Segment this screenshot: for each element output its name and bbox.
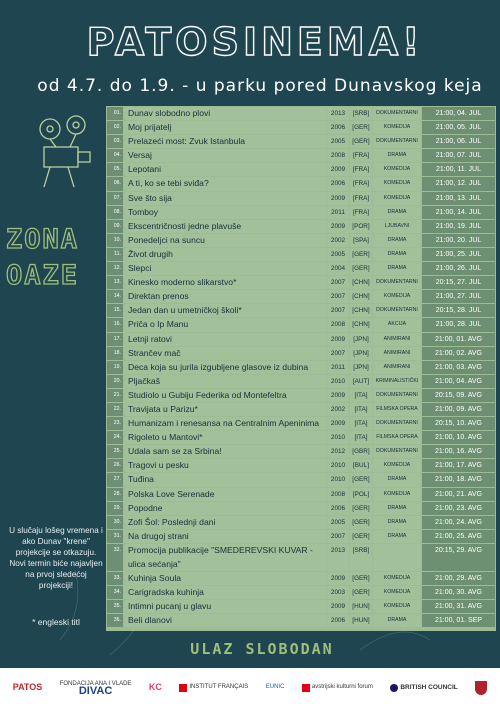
film-row (107, 403, 496, 416)
film-title: Travijata u Parizu* (124, 403, 326, 416)
film-title: Deca koja su jurila izgubljene glasove iz dubina (124, 361, 326, 374)
film-genre: DRAMA (373, 234, 421, 247)
film-row (107, 389, 496, 402)
oaze-text: OAZE (6, 260, 80, 291)
film-number: 07. (107, 192, 123, 205)
film-year: 2012 (327, 445, 349, 458)
film-country: [CHN] (350, 276, 372, 289)
film-title: Letnji ratovi (124, 333, 326, 346)
film-country: [CHN] (350, 318, 372, 331)
film-number: 22. (107, 403, 123, 416)
film-genre: DOKUMENTARNI (373, 135, 421, 148)
film-title: Versaj (124, 149, 326, 162)
film-year: 2013 (327, 107, 349, 120)
film-row (107, 431, 496, 444)
film-year: 2006 (327, 121, 349, 134)
film-year: 2009 (327, 600, 349, 613)
institut-logo-text: INSTITUT FRANÇAIS (189, 684, 249, 690)
british-logo-text: BRITISH COUNCIL (400, 684, 458, 691)
film-genre: DOKUMENTARNI (373, 107, 421, 120)
sponsor-logos-footer (0, 668, 500, 707)
film-row (107, 121, 496, 134)
film-year: 2011 (327, 206, 349, 219)
eunic-logo (266, 684, 285, 691)
film-country: [AUT] (350, 375, 372, 388)
film-year: 2010 (327, 375, 349, 388)
film-title: Tragovi u pesku (124, 459, 326, 472)
film-genre: ANIMIRANI (373, 333, 421, 346)
austrian-logo-mark (302, 684, 310, 692)
film-number: 28. (107, 488, 123, 501)
film-row (107, 572, 496, 585)
film-year: 2006 (327, 502, 349, 515)
eunic-logo-text: EUNIC (265, 684, 285, 690)
film-country: [JPN] (350, 347, 372, 360)
film-title: Rigoleto u Mantovi* (124, 431, 326, 444)
film-country: [FRA] (350, 206, 372, 219)
film-date: 20:15, 28. JUL (422, 304, 495, 317)
film-year: 2008 (327, 149, 349, 162)
film-date: 21:00, 28. JUL (422, 318, 495, 331)
film-date: 21:00, 03. AVG (422, 361, 495, 374)
film-schedule-table (106, 106, 496, 631)
film-date: 21:00, 07. JUL (422, 149, 495, 162)
film-genre: LJUBAVNI (373, 220, 421, 233)
film-row (107, 149, 496, 162)
film-row (107, 192, 496, 205)
film-country: [GBR] (350, 445, 372, 458)
film-year: 2002 (327, 234, 349, 247)
film-title: Sve što sija (124, 192, 326, 205)
film-country: [GER] (350, 248, 372, 261)
coat-of-arms-icon (475, 681, 487, 695)
film-date: 21:00, 30. AVG (422, 586, 495, 599)
film-genre: KOMEDIJA (373, 121, 421, 134)
film-row (107, 473, 496, 486)
film-number: 33. (107, 572, 123, 585)
film-title: Strančev mač (124, 347, 326, 360)
film-date: 21:00, 09. AVG (422, 403, 495, 416)
film-number: 24. (107, 431, 123, 444)
film-genre: KOMEDIJA (373, 572, 421, 585)
film-row (107, 318, 496, 331)
film-title: Pljačkaš (124, 375, 326, 388)
film-country: [SRB] (350, 544, 372, 571)
film-row (107, 248, 496, 261)
institut-logo-mark (179, 684, 187, 692)
zona-text: ZONA (6, 224, 80, 255)
film-year: 2008 (327, 488, 349, 501)
film-title: Tuđina (124, 473, 326, 486)
divac-logo-text: DIVAC (78, 684, 113, 697)
film-number: 29. (107, 502, 123, 515)
british-council-logo (390, 684, 457, 692)
film-genre: ANIMIRANI (373, 361, 421, 374)
film-country: [JPN] (350, 361, 372, 374)
film-row (107, 361, 496, 374)
film-year: 2009 (327, 417, 349, 430)
film-row (107, 544, 496, 571)
film-country: [GER] (350, 572, 372, 585)
film-country: [JPN] (350, 333, 372, 346)
austrian-forum-logo (302, 684, 373, 692)
film-title: Lepotani (124, 163, 326, 176)
film-country: [POR] (350, 220, 372, 233)
film-genre: FILMSKA OPERA (373, 403, 421, 416)
film-year: 2005 (327, 248, 349, 261)
film-country: [GER] (350, 530, 372, 543)
british-logo-mark (390, 684, 398, 692)
film-number: 09. (107, 220, 123, 233)
film-date: 21:00, 29. AVG (422, 572, 495, 585)
film-country: [SPA] (350, 234, 372, 247)
film-title: Život drugih (124, 248, 326, 261)
film-number: 03. (107, 135, 123, 148)
film-country: [ITA] (350, 417, 372, 430)
film-number: 17. (107, 333, 123, 346)
film-date: 21:00, 24. AVG (422, 516, 495, 529)
film-date: 21:00, 13. JUL (422, 192, 495, 205)
film-year: 2007 (327, 276, 349, 289)
film-genre: KOMEDIJA (373, 163, 421, 176)
film-number: 31. (107, 530, 123, 543)
film-title: Ponedeljci na suncu (124, 234, 326, 247)
film-date: 21:00, 14. JUL (422, 206, 495, 219)
film-number: 02. (107, 121, 123, 134)
film-title: Humanizam i renesansa na Centralnim Apeninima (124, 417, 326, 430)
film-row (107, 177, 496, 190)
film-date: 21:00, 27. JUL (422, 290, 495, 303)
film-number: 18. (107, 347, 123, 360)
film-number: 35. (107, 600, 123, 613)
film-country: [CHN] (350, 304, 372, 317)
film-row (107, 107, 496, 120)
film-title: Carigradska kuhinja (124, 586, 326, 599)
film-date: 21:00, 25. AVG (422, 530, 495, 543)
film-row (107, 516, 496, 529)
film-row (107, 488, 496, 501)
film-title: Popodne (124, 502, 326, 515)
film-date: 21:00, 18. AVG (422, 473, 495, 486)
film-country: [HUN] (350, 600, 372, 613)
film-year: 2007 (327, 304, 349, 317)
film-title: Intimni pucanj u glavu (124, 600, 326, 613)
film-title: Tomboy (124, 206, 326, 219)
film-genre: KOMEDIJA (373, 459, 421, 472)
film-title: Kinesko moderno slikarstvo* (124, 276, 326, 289)
film-title: Dunav slobodno plovi (124, 107, 326, 120)
film-row (107, 530, 496, 543)
film-date: 21:00, 06. JUL (422, 135, 495, 148)
film-number: 12. (107, 262, 123, 275)
film-date: 20:15, 09. AVG (422, 389, 495, 402)
film-date: 21:00, 11. JUL (422, 163, 495, 176)
film-genre: KOMEDIJA (373, 177, 421, 190)
film-year: 2007 (327, 347, 349, 360)
kc-logo (149, 684, 162, 691)
film-title: Slepci (124, 262, 326, 275)
film-number: 11. (107, 248, 123, 261)
film-number: 26. (107, 459, 123, 472)
film-title: Zofi Šol: Poslednji dani (124, 516, 326, 529)
film-genre: DOKUMENTARNI (373, 389, 421, 402)
film-title: Polska Love Serenade (124, 488, 326, 501)
film-row (107, 459, 496, 472)
film-title: Jedan dan u umetničkoj školi* (124, 304, 326, 317)
film-number: 01. (107, 107, 123, 120)
film-number: 05. (107, 163, 123, 176)
film-genre: DRAMA (373, 473, 421, 486)
film-row (107, 220, 496, 233)
film-title: Udala sam se za Srbina! (124, 445, 326, 458)
film-country: [GER] (350, 502, 372, 515)
film-country: [GER] (350, 135, 372, 148)
film-country: [ITA] (350, 431, 372, 444)
film-date: 21:00, 21. AVG (422, 488, 495, 501)
film-genre: DRAMA (373, 149, 421, 162)
film-country: [CHN] (350, 290, 372, 303)
film-year: 2009 (327, 192, 349, 205)
film-year: 2007 (327, 530, 349, 543)
film-number: 14. (107, 290, 123, 303)
film-year: 2009 (327, 220, 349, 233)
film-number: 20. (107, 375, 123, 388)
film-genre: KOMEDIJA (373, 290, 421, 303)
film-country: [GER] (350, 473, 372, 486)
film-year: 2010 (327, 431, 349, 444)
film-title: Ekscentričnosti jedne plavuše (124, 220, 326, 233)
film-year: 2003 (327, 586, 349, 599)
film-title: Na drugoj strani (124, 530, 326, 543)
film-genre: ANIMIRANI (373, 347, 421, 360)
film-date: 21:00, 26. JUL (422, 262, 495, 275)
film-genre: KOMEDIJA (373, 488, 421, 501)
film-year: 2009 (327, 163, 349, 176)
film-number: 10. (107, 234, 123, 247)
film-country: [FRA] (350, 163, 372, 176)
film-genre: DRAMA (373, 206, 421, 219)
film-number: 25. (107, 445, 123, 458)
film-date: 21:00, 17. AVG (422, 459, 495, 472)
patos-logo (13, 684, 43, 691)
film-country: [POL] (350, 488, 372, 501)
film-number: 19. (107, 361, 123, 374)
film-country: [GER] (350, 121, 372, 134)
film-row (107, 333, 496, 346)
film-title: Direktan prenos (124, 290, 326, 303)
film-row (107, 304, 496, 317)
english-subtitle-note: * engleski titl (32, 617, 80, 627)
film-projector-icon (38, 115, 94, 190)
film-year: 2006 (327, 614, 349, 627)
film-year: 2005 (327, 516, 349, 529)
film-date: 20:15, 10. AVG (422, 417, 495, 430)
film-country: [FRA] (350, 192, 372, 205)
film-number: 36. (107, 614, 123, 627)
film-row (107, 375, 496, 388)
film-title: Beli dlanovi (124, 614, 326, 627)
film-genre: KRIMINALISTIČKI (373, 375, 421, 388)
date-range-subtitle: od 4.7. do 1.9. - u parku pored Dunavskog keja (37, 76, 483, 96)
film-country: [BUL] (350, 459, 372, 472)
film-genre: DOKUMENTARNI (373, 276, 421, 289)
film-number: 06. (107, 177, 123, 190)
zona-oaze-heading (6, 222, 101, 294)
film-row (107, 502, 496, 515)
divac-logo (60, 681, 132, 695)
film-date: 21:00, 16. AVG (422, 445, 495, 458)
film-row (107, 417, 496, 430)
film-row (107, 600, 496, 613)
film-genre: FILMSKA OPERA (373, 431, 421, 444)
film-date: 21:00, 02. AVG (422, 347, 495, 360)
film-year: 2002 (327, 403, 349, 416)
film-year: 2008 (327, 318, 349, 331)
coat-of-arms-logo (475, 681, 487, 695)
film-date: 20:15, 29. AVG (422, 544, 495, 571)
film-number: 21. (107, 389, 123, 402)
film-number: 13. (107, 276, 123, 289)
film-date: 21:00, 04. JUL (422, 107, 495, 120)
film-country: [FRA] (350, 149, 372, 162)
film-country: [FRA] (350, 177, 372, 190)
film-date: 21:00, 05. JUL (422, 121, 495, 134)
film-row (107, 276, 496, 289)
film-country: [ITA] (350, 403, 372, 416)
film-row (107, 290, 496, 303)
film-date: 21:00, 20. JUL (422, 234, 495, 247)
film-genre (373, 544, 421, 571)
film-year: 2009 (327, 389, 349, 402)
film-date: 21:00, 10. AVG (422, 431, 495, 444)
film-country: [GER] (350, 586, 372, 599)
film-number: 15. (107, 304, 123, 317)
film-title: Prelazeći most: Zvuk Istanbula (124, 135, 326, 148)
film-date: 21:00, 19. JUL (422, 220, 495, 233)
film-date: 21:00, 01. AVG (422, 333, 495, 346)
film-row (107, 445, 496, 458)
film-row (107, 614, 496, 627)
film-genre: DOKUMENTARNI (373, 304, 421, 317)
film-genre: DRAMA (373, 530, 421, 543)
film-row (107, 163, 496, 176)
film-year: 2007 (327, 290, 349, 303)
film-country: [HUN] (350, 614, 372, 627)
film-year: 2011 (327, 361, 349, 374)
film-row (107, 586, 496, 599)
film-genre: DRAMA (373, 502, 421, 515)
film-genre: DOKUMENTARNI (373, 417, 421, 430)
film-year: 2010 (327, 473, 349, 486)
film-genre: AKCIJA (373, 318, 421, 331)
film-number: 32. (107, 544, 123, 571)
film-title: A ti, ko se tebi sviđa? (124, 177, 326, 190)
film-year: 2009 (327, 333, 349, 346)
film-number: 16. (107, 318, 123, 331)
film-row (107, 135, 496, 148)
film-year: 2006 (327, 177, 349, 190)
film-row (107, 347, 496, 360)
film-year: 2010 (327, 459, 349, 472)
free-entry-label: ULAZ SLOBODAN (190, 640, 334, 658)
film-number: 08. (107, 206, 123, 219)
film-row (107, 262, 496, 275)
film-country: [SRB] (350, 107, 372, 120)
film-title: Priča o Ip Manu (124, 318, 326, 331)
film-row (107, 206, 496, 219)
film-year: 2009 (327, 572, 349, 585)
film-genre: DRAMA (373, 248, 421, 261)
film-date: 21:00, 31. AVG (422, 600, 495, 613)
film-year: 2005 (327, 135, 349, 148)
film-year: 2013 (327, 544, 349, 571)
film-genre: KOMEDIJA (373, 192, 421, 205)
film-title: Moj prijatelj (124, 121, 326, 134)
patos-logo-text: PATOS (12, 682, 43, 692)
divac-logo-caption: FONDACIJA ANA I VLADE (59, 680, 132, 687)
film-country: [GER] (350, 516, 372, 529)
film-date: 21:00, 23. AVG (422, 502, 495, 515)
film-country: [ITA] (350, 389, 372, 402)
film-title: Kuhinja Soula (124, 572, 326, 585)
film-date: 20:15, 27. JUL (422, 276, 495, 289)
poster-title: PATOSINEMA! (86, 20, 424, 64)
film-row (107, 234, 496, 247)
kc-logo-text: KC (148, 682, 162, 692)
film-genre: DRAMA (373, 516, 421, 529)
film-number: 34. (107, 586, 123, 599)
film-number: 23. (107, 417, 123, 430)
film-title: Promocija publikacije "SMEDEREVSKI KUVAR - ulica sećanja" (124, 544, 326, 571)
film-title: Studiolo u Gubiju Federika od Montefeltra (124, 389, 326, 402)
film-genre: DRAMA (373, 262, 421, 275)
film-country: [GER] (350, 262, 372, 275)
film-year: 2004 (327, 262, 349, 275)
film-genre: KOMEDIJA (373, 586, 421, 599)
film-date: 21:00, 25. JUL (422, 248, 495, 261)
film-number: 30. (107, 516, 123, 529)
film-date: 21:00, 01. SEP (422, 614, 495, 627)
film-number: 27. (107, 473, 123, 486)
weather-notice: U slučaju lošeg vremena i ako Dunav "krene" projekcije se otkazuju. Novi termin biće najavljen na prvoj sledećoj projekciji! (9, 526, 103, 590)
institut-francais-logo (179, 684, 248, 692)
film-date: 21:00, 04. AVG (422, 375, 495, 388)
film-number: 04. (107, 149, 123, 162)
austrian-logo-text: avstrijski kulturni forum (311, 684, 373, 690)
film-date: 21:00, 12. JUL (422, 177, 495, 190)
film-genre: KOMEDIJA (373, 600, 421, 613)
film-genre: DOKUMENTARNI (373, 445, 421, 458)
film-genre: DRAMA (373, 614, 421, 627)
